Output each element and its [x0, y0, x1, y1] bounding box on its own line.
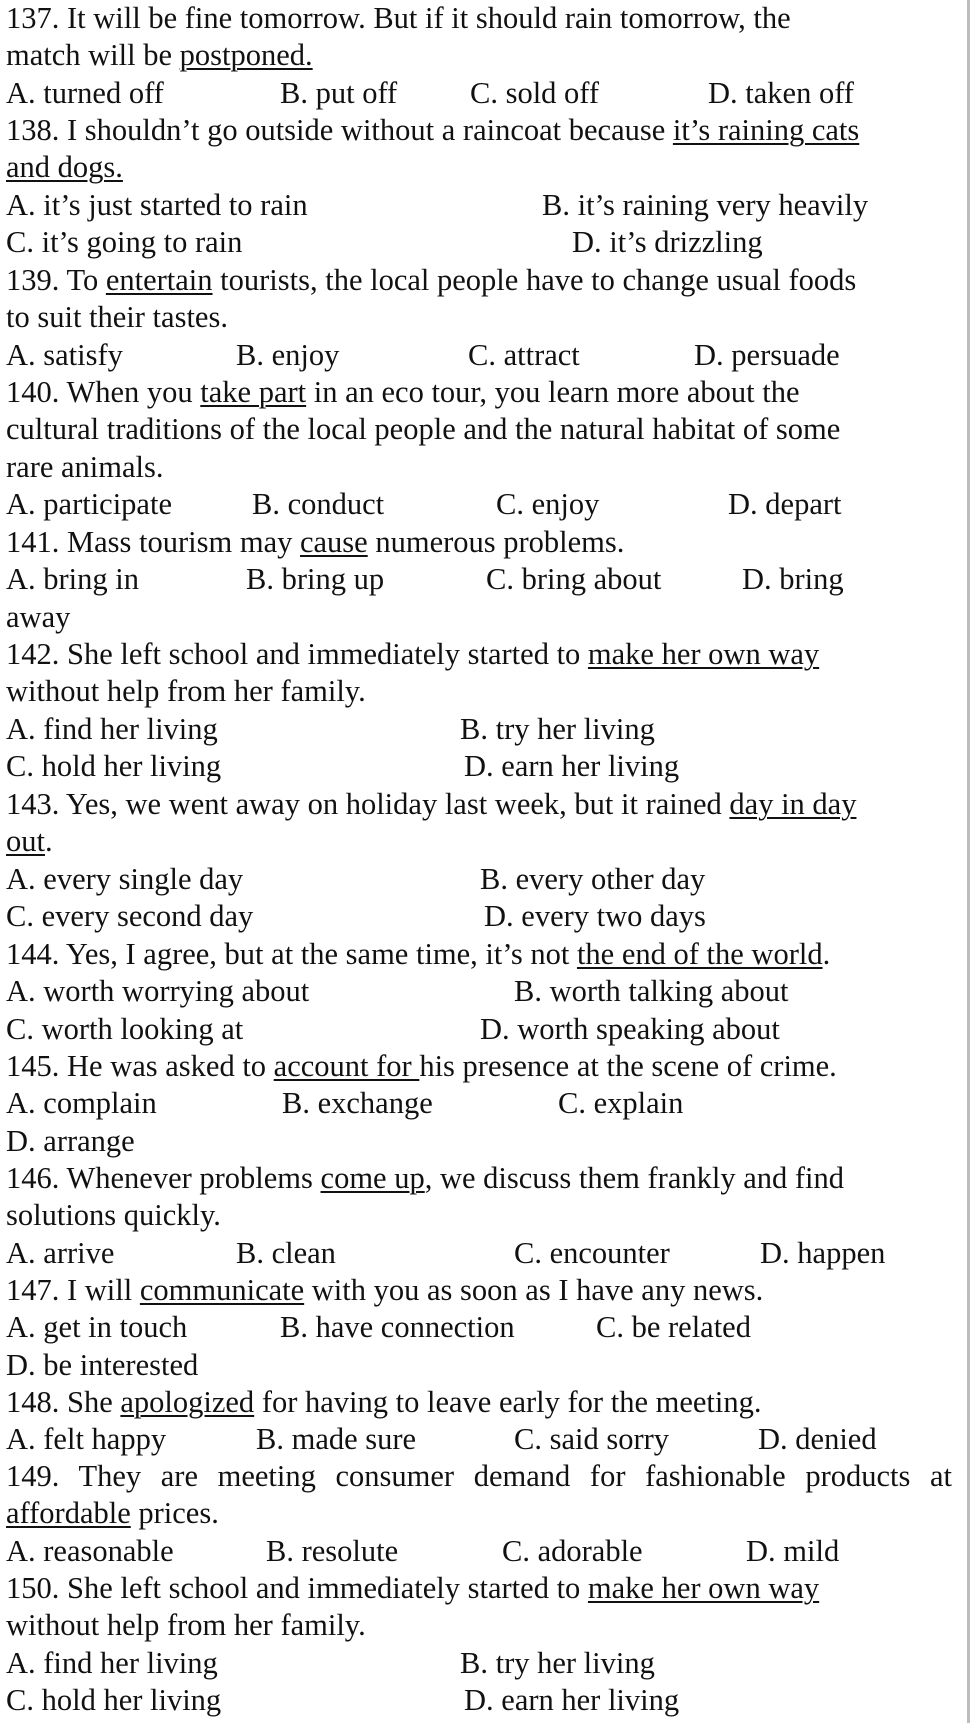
option-b[interactable]: B. exchange	[282, 1086, 433, 1121]
question-143	[6, 786, 952, 936]
underlined-phrase: take part	[200, 375, 307, 409]
option-a[interactable]: A. every single day	[6, 861, 244, 896]
underlined-phrase: postponed.	[179, 38, 313, 73]
option-b[interactable]: B. made sure	[256, 1422, 417, 1457]
option-b[interactable]: B. resolute	[266, 1533, 399, 1568]
option-c[interactable]: C. bring about	[486, 562, 662, 597]
option-c[interactable]: C. hold her living	[6, 1683, 222, 1718]
question-text: .	[44, 824, 53, 859]
option-c[interactable]: C. hold her living	[6, 749, 222, 784]
underlined-phrase: out	[6, 824, 45, 859]
question-146	[6, 1160, 952, 1272]
option-d-continued: away	[6, 599, 71, 634]
underlined-phrase: day in day	[729, 787, 857, 821]
option-a[interactable]: A. reasonable	[6, 1533, 174, 1568]
question-text: She left school and immediately started to	[67, 1571, 588, 1605]
option-d[interactable]: D. persuade	[694, 337, 840, 372]
question-text: It will be fine tomorrow. But if it should rain tomorrow, the	[67, 1, 791, 35]
underlined-phrase: the end of the world	[576, 937, 823, 971]
question-number: 137.	[6, 1, 60, 35]
option-c[interactable]: C. encounter	[514, 1235, 670, 1270]
option-c[interactable]: C. worth looking at	[6, 1011, 244, 1046]
underlined-phrase: and dogs.	[6, 150, 123, 185]
question-150	[6, 1570, 952, 1720]
question-text: I will	[67, 1273, 140, 1307]
question-number: 147.	[6, 1273, 60, 1307]
question-text: When you	[66, 375, 201, 409]
question-text: She	[67, 1385, 121, 1419]
option-c[interactable]: C. every second day	[6, 899, 254, 934]
question-147	[6, 1272, 952, 1384]
option-c[interactable]: C. be related	[596, 1310, 751, 1345]
option-d[interactable]: D. earn her living	[464, 749, 680, 784]
underlined-phrase: it’s raining cats	[672, 113, 860, 147]
option-b[interactable]: B. conduct	[252, 487, 385, 522]
question-number: 143.	[6, 787, 60, 821]
option-b[interactable]: B. enjoy	[236, 337, 340, 372]
question-text: .	[822, 937, 831, 971]
question-number: 146.	[6, 1161, 60, 1195]
question-text: rare animals.	[6, 449, 164, 484]
question-text: To	[66, 263, 106, 297]
option-a[interactable]: A. turned off	[6, 75, 164, 110]
option-c[interactable]: C. enjoy	[496, 487, 600, 522]
question-145	[6, 1048, 952, 1160]
question-number: 139.	[6, 263, 60, 297]
underlined-phrase: come up	[320, 1161, 425, 1195]
option-a[interactable]: A. participate	[6, 487, 172, 522]
option-d[interactable]: D. every two days	[484, 899, 706, 934]
question-number: 142.	[6, 637, 60, 671]
option-d[interactable]: D. earn her living	[464, 1683, 680, 1718]
option-d[interactable]: D. it’s drizzling	[572, 225, 763, 260]
underlined-phrase: apologized	[120, 1385, 255, 1419]
underlined-phrase: cause	[299, 525, 368, 559]
question-text: without help from her family.	[6, 1608, 366, 1643]
question-139	[6, 262, 952, 374]
question-number: 138.	[6, 113, 60, 147]
option-d[interactable]: D. be interested	[6, 1347, 199, 1382]
question-number: 148.	[6, 1385, 60, 1419]
question-text: for having to leave early for the meeting.	[254, 1385, 762, 1419]
question-number: 145.	[6, 1049, 60, 1083]
option-c[interactable]: C. it’s going to rain	[6, 225, 243, 260]
question-text: with you as soon as I have any news.	[304, 1273, 764, 1307]
underlined-phrase: communicate	[139, 1273, 305, 1307]
question-text: to suit their tastes.	[6, 300, 228, 335]
option-a[interactable]: A. it’s just started to rain	[6, 187, 308, 222]
question-text: Yes, I agree, but at the same time, it’s not	[65, 937, 577, 971]
question-137	[6, 0, 952, 112]
question-148	[6, 1384, 952, 1459]
option-b[interactable]: B. clean	[236, 1235, 336, 1270]
question-text: without help from her family.	[6, 674, 366, 709]
option-d[interactable]: D. depart	[728, 487, 842, 522]
option-a[interactable]: A. worth worrying about	[6, 974, 310, 1009]
question-text: solutions quickly.	[6, 1198, 221, 1233]
question-text: , we discuss them frankly and find	[424, 1161, 845, 1195]
question-text: They are meeting consumer demand for fashionable products at	[78, 1459, 953, 1493]
question-number: 140.	[6, 375, 60, 409]
option-c[interactable]: C. sold off	[470, 75, 600, 110]
question-138	[6, 112, 952, 262]
option-b[interactable]: B. bring up	[246, 562, 385, 597]
question-text: Yes, we went away on holiday last week, but it rained	[65, 787, 730, 821]
question-text: Whenever problems	[66, 1161, 321, 1195]
underlined-phrase: affordable	[6, 1496, 131, 1531]
underlined-phrase: entertain	[105, 263, 213, 297]
option-c[interactable]: C. adorable	[502, 1533, 643, 1568]
question-149	[6, 1458, 952, 1570]
option-a[interactable]: A. satisfy	[6, 337, 123, 372]
question-text: Mass tourism may	[67, 525, 300, 559]
option-d[interactable]: D. happen	[760, 1235, 886, 1270]
question-number: 141.	[6, 525, 60, 559]
question-text: in an eco tour, you learn more about the	[306, 375, 800, 409]
option-b[interactable]: B. try her living	[460, 1645, 655, 1680]
option-b[interactable]: B. try her living	[460, 711, 655, 746]
option-b[interactable]: B. every other day	[480, 861, 706, 896]
option-b[interactable]: B. have connection	[280, 1310, 515, 1345]
question-number: 150.	[6, 1571, 60, 1605]
option-a[interactable]: A. arrive	[6, 1235, 115, 1270]
option-a[interactable]: A. felt happy	[6, 1422, 167, 1457]
option-a[interactable]: A. find her living	[6, 711, 218, 746]
option-c[interactable]: C. said sorry	[514, 1422, 670, 1457]
option-a[interactable]: A. find her living	[6, 1645, 218, 1680]
question-144	[6, 936, 952, 1048]
option-a[interactable]: A. bring in	[6, 562, 140, 597]
option-c[interactable]: C. attract	[468, 337, 580, 372]
option-d[interactable]: D. worth speaking about	[480, 1011, 780, 1046]
question-number: 144.	[6, 937, 60, 971]
question-text: prices.	[130, 1496, 219, 1531]
question-text: She left school and immediately started to	[67, 637, 588, 671]
question-142	[6, 636, 952, 786]
underlined-phrase: account for	[273, 1049, 420, 1083]
option-d[interactable]: D. bring	[742, 562, 844, 597]
option-b[interactable]: B. put off	[280, 75, 398, 110]
option-d[interactable]: D. denied	[758, 1422, 877, 1457]
option-d[interactable]: D. mild	[746, 1533, 840, 1568]
question-141	[6, 524, 952, 636]
question-text: He was asked to	[67, 1049, 274, 1083]
question-text: I shouldn’t go outside without a raincoat because	[67, 113, 673, 147]
option-d[interactable]: D. taken off	[708, 75, 854, 110]
option-c[interactable]: C. explain	[558, 1086, 684, 1121]
underlined-phrase: make her own way	[587, 637, 820, 671]
question-text: his presence at the scene of crime.	[419, 1049, 837, 1083]
option-b[interactable]: B. worth talking about	[514, 974, 789, 1009]
underlined-phrase: make her own way	[587, 1571, 820, 1605]
question-text: tourists, the local people have to change usual foods	[212, 263, 857, 297]
question-number: 149.	[6, 1459, 60, 1493]
option-d[interactable]: D. arrange	[6, 1123, 135, 1158]
option-a[interactable]: A. get in touch	[6, 1310, 188, 1345]
question-140	[6, 374, 952, 524]
option-a[interactable]: A. complain	[6, 1086, 157, 1121]
question-text: numerous problems.	[367, 525, 625, 559]
question-text: cultural traditions of the local people and the natural habitat of some	[6, 412, 841, 447]
option-b[interactable]: B. it’s raining very heavily	[542, 187, 869, 222]
question-text: match will be	[6, 38, 180, 73]
